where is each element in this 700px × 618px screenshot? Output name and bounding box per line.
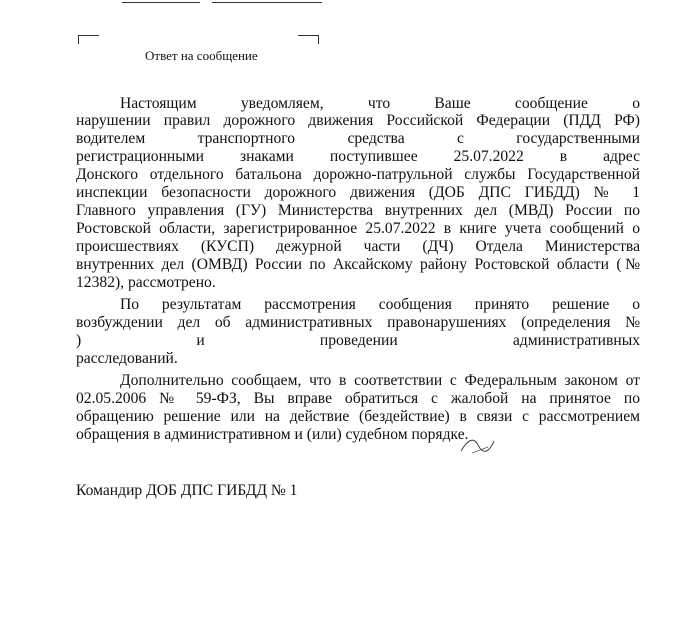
body-line: 12382), рассмотрено.	[76, 274, 216, 291]
corner-bracket-right	[298, 35, 319, 44]
top-rule-left	[122, 2, 200, 3]
body-line: инспекции безопасности дорожного движения (ДОБ ДПС ГИБДД) № 1	[76, 184, 640, 201]
body-line: По результатам рассмотрения сообщения принято решение о	[120, 296, 640, 313]
handwritten-mark	[458, 433, 498, 459]
subject-line: Ответ на сообщение	[145, 48, 258, 63]
body-line: ) и проведении административных	[76, 332, 640, 349]
body-line: 02.05.2006 № 59-ФЗ, Вы вправе обратиться с жалобой на принятое по	[76, 390, 640, 407]
body-line: регистрационными знаками поступившее 25.07.2022 в адрес	[76, 148, 640, 165]
body-line: внутренних дел (ОМВД) России по Аксайскому району Ростовской области (№	[76, 256, 640, 273]
corner-bracket-left	[78, 35, 99, 44]
body-line: Настоящим уведомляем, что Ваше сообщение о	[120, 95, 640, 112]
body-line: происшествиях (КУСП) дежурной части (ДЧ) Отдела Министерства	[76, 238, 640, 255]
body-line: Главного управления (ГУ) Министерства внутренних дел (МВД) России по	[76, 202, 640, 219]
top-rule-right	[212, 2, 322, 3]
body-line: Донского отдельного батальона дорожно-патрульной службы Государственной	[76, 166, 640, 183]
body-line: обращения в административном и (или) судебном порядке.	[76, 426, 469, 443]
body-line: возбуждении дел об административных правонарушениях (определения №	[76, 314, 640, 331]
body-line: водителем транспортного средства с государственными	[76, 130, 640, 147]
body-line: обращению решение или на действие (бездействие) в связи с рассмотрением	[76, 408, 640, 425]
body-line: расследований.	[76, 350, 178, 367]
body-line: Дополнительно сообщаем, что в соответствии с Федеральным законом от	[120, 372, 640, 389]
signature-title: Командир ДОБ ДПС ГИБДД № 1	[76, 482, 298, 499]
body-line: Ростовской области, зарегистрированное 25.07.2022 в книге учета сообщений о	[76, 220, 640, 237]
body-line: нарушении правил дорожного движения Российской Федерации (ПДД РФ)	[76, 112, 640, 129]
